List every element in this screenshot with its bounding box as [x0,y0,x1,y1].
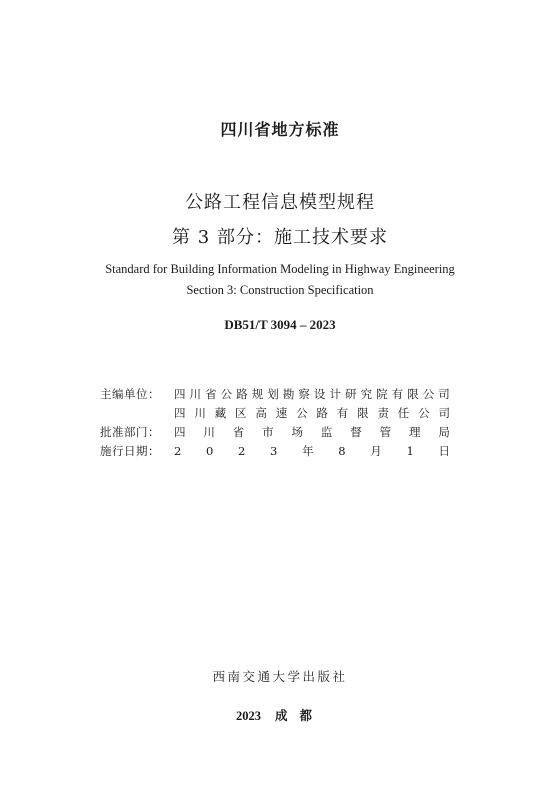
justified-character: 公 [422,387,435,401]
justified-character: 督 [350,425,362,439]
justified-character: 四 [174,387,186,401]
justified-character: 省 [232,425,245,439]
justified-character: 2 [174,444,182,458]
justified-character: 司 [438,387,450,401]
approver-label: 批准部门： [100,425,160,439]
justified-character: 0 [206,444,214,458]
justified-character: 市 [262,425,274,439]
justified-character: 划 [267,387,279,401]
justified-character: 3 [270,444,278,458]
justified-character: 8 [338,444,346,458]
approver-row [100,423,460,442]
part-title-chinese: 第 3 部分：施工技术要求 [172,227,388,248]
justified-character: 区 [235,406,247,420]
justified-character: 速 [275,406,288,420]
justified-character: 任 [397,406,410,420]
justified-character: 院 [376,387,388,401]
effective-date-label: 施行日期： [100,444,160,458]
justified-character: 局 [438,425,450,439]
justified-character: 究 [360,387,373,401]
justified-character: 理 [409,425,421,439]
justified-character: 1 [406,444,414,458]
justified-character: 2 [238,444,246,458]
part-title-english: Section 3: Construction Specification [186,283,374,297]
justified-character: 限 [357,406,369,420]
justified-character: 川 [203,425,215,439]
justified-character: 设 [313,387,326,401]
justified-character: 监 [320,425,333,439]
justified-character: 月 [370,444,382,458]
justified-character: 年 [302,444,314,458]
justified-character: 路 [236,387,248,401]
approver-name [174,423,450,442]
editor-row [100,385,460,404]
editor-row-2 [100,404,460,423]
justified-character: 管 [379,425,392,439]
effective-date-row [100,442,460,461]
justified-character: 藏 [214,406,227,420]
publication-place [0,706,560,724]
justified-character: 计 [329,387,341,401]
justified-character: 高 [255,406,267,420]
justified-character: 川 [189,387,202,401]
editor-label: 主编单位： [100,387,160,401]
justified-character: 司 [438,406,450,420]
editor-name-2 [174,404,450,423]
justified-character: 日 [438,444,450,458]
justified-character: 省 [205,387,217,401]
justified-character: 路 [316,406,328,420]
justified-character: 规 [251,387,264,401]
justified-character: 川 [194,406,206,420]
publication-year: 2023 [235,709,261,723]
editor-label-spacer [100,404,174,423]
justified-character: 勘 [282,387,295,401]
justified-character: 四 [174,425,186,439]
title-chinese: 公路工程信息模型规程 [185,192,375,213]
justified-character: 察 [298,387,310,401]
publication-info [100,385,460,461]
standard-code: DB51/T 3094 – 2023 [224,317,336,332]
publication-city: 成都 [274,708,324,723]
justified-character: 场 [291,425,303,439]
justified-character: 限 [407,387,419,401]
effective-date-value [174,442,450,461]
editor-name-1 [174,385,450,404]
justified-character: 有 [336,406,349,420]
title-english: Standard for Building Information Modeling in Highway Engineering [105,262,455,276]
standard-type-heading: 四川省地方标准 [220,120,340,139]
justified-character: 有 [391,387,404,401]
justified-character: 研 [345,387,357,401]
justified-character: 责 [377,406,389,420]
publisher-name: 西南交通大学出版社 [212,669,348,684]
justified-character: 公 [418,406,430,420]
justified-character: 四 [174,406,186,420]
justified-character: 公 [296,406,308,420]
justified-character: 公 [220,387,233,401]
